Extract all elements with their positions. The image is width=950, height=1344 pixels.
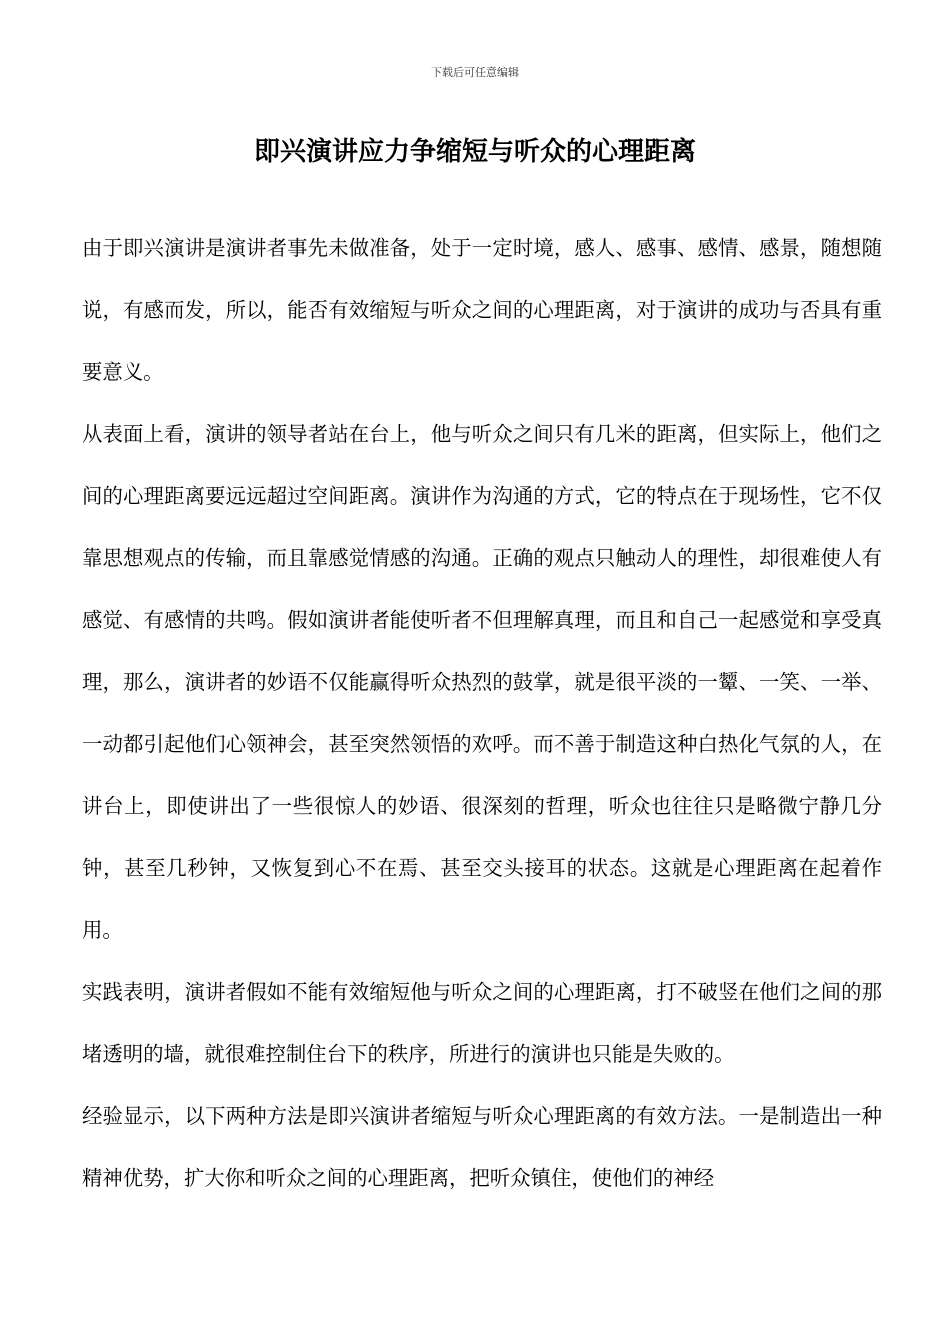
header-note: 下载后可任意编辑	[431, 66, 519, 79]
document-body	[82, 217, 882, 1209]
paragraph-1: 由于即兴演讲是演讲者事先未做准备，处于一定时境，感人、感事、感情、感景，随想随说，有感而发，所以，能否有效缩短与听众之间的心理距离，对于演讲的成功与否具有重要意义。	[82, 236, 882, 384]
paragraph-4: 经验显示，以下两种方法是即兴演讲者缩短与听众心理距离的有效方法。一是制造出一种精神优势，扩大你和听众之间的心理距离，把听众镇住，使他们的神经	[82, 1104, 882, 1190]
paragraph-2: 从表面上看，演讲的领导者站在台上，他与听众之间只有几米的距离，但实际上，他们之间的心理距离要远远超过空间距离。演讲作为沟通的方式，它的特点在于现场性，它不仅靠思想观点的传输，而且靠感觉情感的沟通。正确的观点只触动人的理性，却很难使人有感觉、有感情的共鸣。假如演讲者能使听者不但理解真理，而且和自己一起感觉和享受真理，那么，演讲者的妙语不仅能赢得听众热烈的鼓掌，就是很平淡的一颦、一笑、一举、一动都引起他们心领神会，甚至突然领悟的欢呼。而不善于制造这种白热化气氛的人，在讲台上，即使讲出了一些很惊人的妙语、很深刻的哲理，听众也往往只是略微宁静几分钟，甚至几秒钟，又恢复到心不在焉、甚至交头接耳的状态。这就是心理距离在起着作用。	[82, 422, 882, 942]
paragraph-3: 实践表明，演讲者假如不能有效缩短他与听众之间的心理距离，打不破竖在他们之间的那堵透明的墙，就很难控制住台下的秩序，所进行的演讲也只能是失败的。	[82, 980, 882, 1066]
document-title: 即兴演讲应力争缩短与听众的心理距离	[253, 137, 696, 167]
